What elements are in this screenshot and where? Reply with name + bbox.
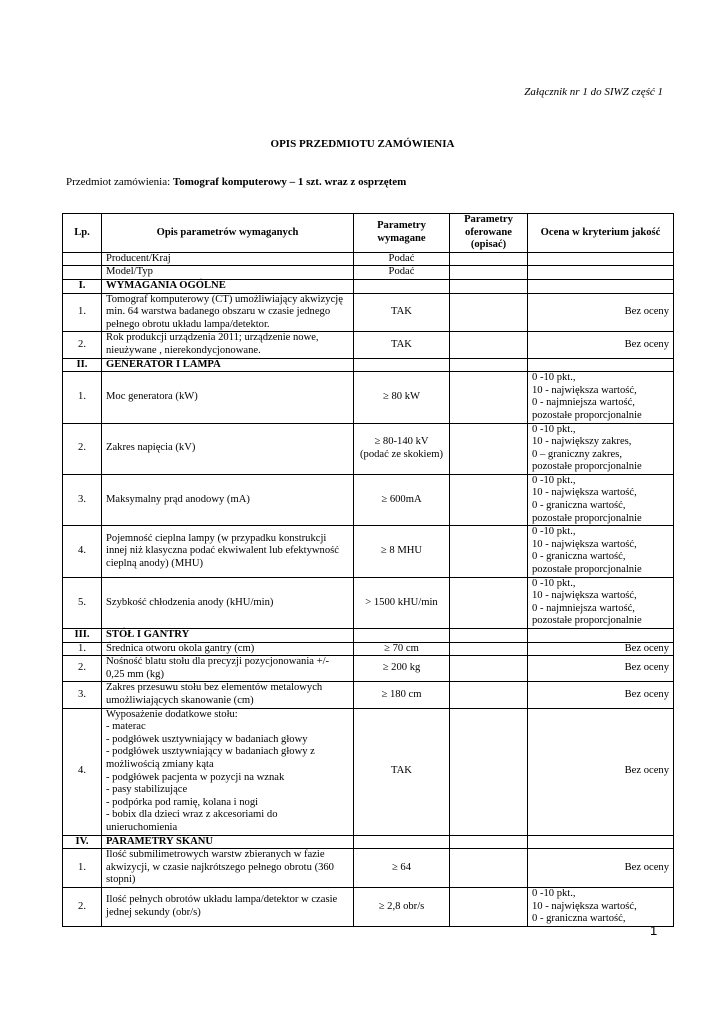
cell-description: Nośność blatu stołu dla precyzji pozycjonowania +/- 0,25 mm (kg) — [102, 656, 354, 682]
cell-description: Rok produkcji urządzenia 2011; urządzenie nowe, nieużywane , nierekondycjonowane. — [102, 332, 354, 358]
table-row — [63, 642, 674, 656]
cell-lp: 5. — [63, 577, 102, 628]
cell-section-number: III. — [63, 629, 102, 643]
cell-section-title: PARAMETRY SKANU — [102, 835, 354, 849]
table-row — [63, 332, 674, 358]
cell-lp: 3. — [63, 682, 102, 708]
cell-required: ≥ 70 cm — [354, 642, 450, 656]
cell-required: TAK — [354, 293, 450, 332]
cell-evaluation: 0 -10 pkt., 10 - największa wartość, 0 - graniczna wartość, — [528, 887, 674, 926]
cell-required: Podać — [354, 266, 450, 280]
cell-description: Zakres przesuwu stołu bez elementów metalowych umożliwiających skanowanie (cm) — [102, 682, 354, 708]
cell-evaluation: Bez oceny — [528, 708, 674, 835]
cell-description: Średnica otworu okola gantry (cm) — [102, 642, 354, 656]
header-required: Parametry wymagane — [354, 214, 450, 253]
table-row — [63, 293, 674, 332]
cell-required: ≥ 200 kg — [354, 656, 450, 682]
table-row — [63, 474, 674, 525]
cell-evaluation: Bez oceny — [528, 332, 674, 358]
cell-lp: 4. — [63, 526, 102, 577]
cell-empty — [528, 279, 674, 293]
cell-section-title: WYMAGANIA OGÓLNE — [102, 279, 354, 293]
section-row — [63, 835, 674, 849]
cell-empty — [354, 358, 450, 372]
table-row — [63, 849, 674, 888]
cell-description: Producent/Kraj — [102, 252, 354, 266]
table-row — [63, 656, 674, 682]
cell-required: TAK — [354, 708, 450, 835]
cell-description: Pojemność cieplna lampy (w przypadku konstrukcji innej niż klasyczna podać ekwiwalent lub efektywność cieplną anody) (MHU) — [102, 526, 354, 577]
cell-evaluation — [528, 266, 674, 280]
cell-required: > 1500 kHU/min — [354, 577, 450, 628]
cell-evaluation — [528, 252, 674, 266]
header-lp: Lp. — [63, 214, 102, 253]
section-row — [63, 629, 674, 643]
cell-empty — [450, 835, 528, 849]
cell-evaluation: Bez oceny — [528, 642, 674, 656]
cell-description: Tomograf komputerowy (CT) umożliwiający akwizycję min. 64 warstwa badanego obszaru w czasie jednego pełnego obrotu układu lampa/detektor. — [102, 293, 354, 332]
cell-lp: 2. — [63, 887, 102, 926]
cell-lp: 1. — [63, 642, 102, 656]
cell-offered — [450, 708, 528, 835]
cell-empty — [354, 835, 450, 849]
cell-empty — [450, 279, 528, 293]
table-row — [63, 682, 674, 708]
cell-offered — [450, 682, 528, 708]
cell-empty — [354, 629, 450, 643]
cell-section-number: I. — [63, 279, 102, 293]
cell-offered — [450, 252, 528, 266]
subject-label: Przedmiot zamówienia: — [66, 176, 171, 188]
cell-lp: 2. — [63, 656, 102, 682]
cell-empty — [528, 629, 674, 643]
cell-evaluation: Bez oceny — [528, 656, 674, 682]
cell-required: TAK — [354, 332, 450, 358]
cell-lp: 1. — [63, 293, 102, 332]
cell-section-title: GENERATOR I LAMPA — [102, 358, 354, 372]
table-row — [63, 526, 674, 577]
cell-description: Wyposażenie dodatkowe stołu: - materac - podgłówek usztywniający w badaniach głowy - podgłówek usztywniający w badaniach głowy z możliwością zmiany kąta - podgłówek pacjenta w pozycji na wznak - pasy stabilizujące - podpórka pod ramię, kolana i nogi - bobix dla dzieci wraz z akcesoriami do unieruchomienia — [102, 708, 354, 835]
cell-evaluation: Bez oceny — [528, 293, 674, 332]
cell-lp: 2. — [63, 423, 102, 474]
cell-required: ≥ 180 cm — [354, 682, 450, 708]
specification-table — [62, 213, 674, 927]
header-offered: Parametry oferowane (opisać) — [450, 214, 528, 253]
annex-label: Załącznik nr 1 do SIWZ część 1 — [524, 86, 663, 98]
cell-evaluation: Bez oceny — [528, 849, 674, 888]
cell-offered — [450, 474, 528, 525]
cell-offered — [450, 887, 528, 926]
table-row — [63, 266, 674, 280]
document-title: OPIS PRZEDMIOTU ZAMÓWIENIA — [270, 138, 455, 150]
cell-lp — [63, 252, 102, 266]
cell-required: ≥ 600mA — [354, 474, 450, 525]
cell-lp: 1. — [63, 372, 102, 423]
cell-offered — [450, 849, 528, 888]
cell-offered — [450, 642, 528, 656]
cell-description: Szybkość chłodzenia anody (kHU/min) — [102, 577, 354, 628]
table-row — [63, 708, 674, 835]
cell-required: ≥ 80 kW — [354, 372, 450, 423]
cell-required: ≥ 2,8 obr/s — [354, 887, 450, 926]
subject-value: Tomograf komputerowy – 1 szt. wraz z osprzętem — [172, 176, 407, 188]
subject-line — [66, 176, 406, 188]
table-row — [63, 372, 674, 423]
cell-section-title: STÓŁ I GANTRY — [102, 629, 354, 643]
cell-lp: 1. — [63, 849, 102, 888]
cell-evaluation: 0 -10 pkt., 10 - największa wartość, 0 - najmniejsza wartość, pozostałe proporcjonalnie — [528, 577, 674, 628]
cell-description: Ilość pełnych obrotów układu lampa/detektor w czasie jednej sekundy (obr/s) — [102, 887, 354, 926]
cell-lp: 4. — [63, 708, 102, 835]
table-row — [63, 423, 674, 474]
cell-description: Zakres napięcia (kV) — [102, 423, 354, 474]
section-row — [63, 279, 674, 293]
cell-evaluation: 0 -10 pkt., 10 - największa wartość, 0 - najmniejsza wartość, pozostałe proporcjonalnie — [528, 372, 674, 423]
cell-empty — [354, 279, 450, 293]
cell-empty — [450, 629, 528, 643]
cell-description: Ilość submilimetrowych warstw zbieranych w fazie akwizycji, w czasie najkrótszego pełnego obrotu (360 stopni) — [102, 849, 354, 888]
cell-description: Model/Typ — [102, 266, 354, 280]
cell-offered — [450, 293, 528, 332]
cell-section-number: II. — [63, 358, 102, 372]
cell-evaluation: 0 -10 pkt., 10 - największa wartość, 0 - graniczna wartość, pozostałe proporcjonalnie — [528, 526, 674, 577]
header-description: Opis parametrów wymaganych — [102, 214, 354, 253]
cell-evaluation: 0 -10 pkt., 10 - największy zakres, 0 – graniczny zakres, pozostałe proporcjonalnie — [528, 423, 674, 474]
cell-evaluation: 0 -10 pkt., 10 - największa wartość, 0 - graniczna wartość, pozostałe proporcjonalnie — [528, 474, 674, 525]
cell-description: Maksymalny prąd anodowy (mA) — [102, 474, 354, 525]
cell-required: Podać — [354, 252, 450, 266]
cell-empty — [528, 358, 674, 372]
cell-evaluation: Bez oceny — [528, 682, 674, 708]
cell-description: Moc generatora (kW) — [102, 372, 354, 423]
cell-required: ≥ 8 MHU — [354, 526, 450, 577]
cell-offered — [450, 656, 528, 682]
cell-offered — [450, 332, 528, 358]
cell-offered — [450, 526, 528, 577]
table-row — [63, 252, 674, 266]
cell-required: ≥ 64 — [354, 849, 450, 888]
page-number: 1 — [650, 923, 658, 938]
table-row — [63, 577, 674, 628]
cell-lp: 3. — [63, 474, 102, 525]
header-evaluation: Ocena w kryterium jakość — [528, 214, 674, 253]
section-row — [63, 358, 674, 372]
cell-required: ≥ 80-140 kV (podać ze skokiem) — [354, 423, 450, 474]
cell-lp: 2. — [63, 332, 102, 358]
table-row — [63, 887, 674, 926]
cell-offered — [450, 577, 528, 628]
cell-section-number: IV. — [63, 835, 102, 849]
cell-offered — [450, 423, 528, 474]
cell-empty — [528, 835, 674, 849]
cell-offered — [450, 372, 528, 423]
cell-empty — [450, 358, 528, 372]
table-header-row — [63, 214, 674, 253]
cell-offered — [450, 266, 528, 280]
cell-lp — [63, 266, 102, 280]
